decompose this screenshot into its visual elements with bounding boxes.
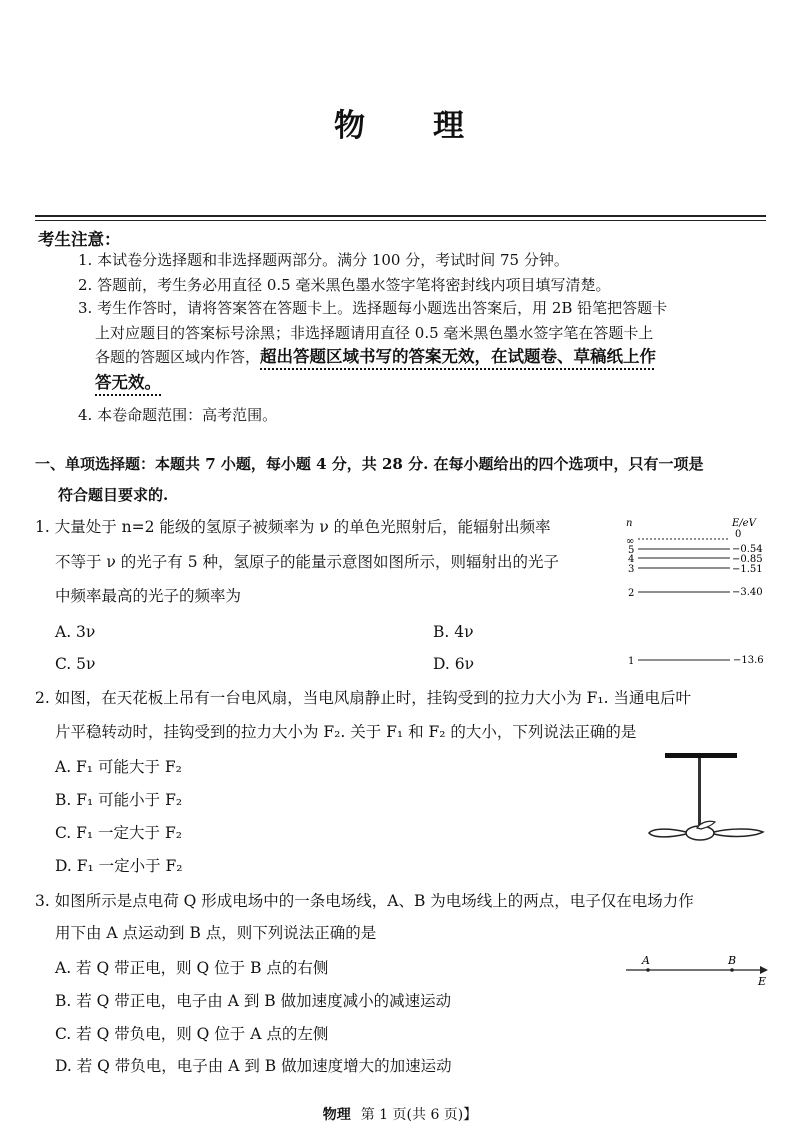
axis-n-label: n — [626, 518, 633, 529]
point-a-label: A — [642, 954, 650, 967]
level-n: 1 — [628, 656, 635, 667]
footer-page: 第 1 页(共 6 页)】 — [360, 1107, 478, 1123]
q2-option-b: B. F₁ 可能小于 F₂ — [55, 791, 183, 809]
q1-stem-line-3: 中频率最高的光子的频率为 — [55, 587, 242, 605]
level-1 — [628, 655, 764, 667]
q1-option-c: C. 5ν — [55, 655, 96, 673]
page-footer — [0, 1104, 800, 1124]
level-e: −0.54 — [732, 544, 763, 555]
footer-subject: 物理 — [322, 1107, 351, 1123]
level-e: −0.85 — [732, 554, 763, 565]
point-a — [646, 968, 650, 972]
level-inf — [626, 529, 741, 547]
q3-stem-line-1: 3. 如图所示是点电荷 Q 形成电场中的一条电场线，A、B 为电场线上的两点，电子仅在电场力作 — [35, 892, 694, 910]
q1-option-a: A. 3ν — [55, 623, 96, 641]
q1-option-b: B. 4ν — [433, 623, 474, 641]
notice-item-3: 3. 考生作答时，请将答案答在答题卡上。选择题每小题选出答案后，用 2B 铅笔把答题卡 — [78, 299, 668, 317]
point-b — [730, 968, 734, 972]
level-n: 3 — [628, 564, 635, 575]
level-e: −1.51 — [732, 564, 763, 575]
q2-option-a: A. F₁ 可能大于 F₂ — [55, 758, 182, 776]
notice-heading: 考生注意： — [38, 230, 121, 249]
point-b-label: B — [728, 954, 737, 967]
notice-emphasis-2: 答无效。 — [95, 373, 161, 392]
notice-emphasis-2-line — [95, 373, 161, 393]
q3-option-c: C. 若 Q 带负电，则 Q 位于 A 点的左侧 — [55, 1025, 329, 1043]
divider-thick — [35, 215, 766, 217]
divider-thin — [35, 220, 766, 221]
q2-option-d: D. F₁ 一定小于 F₂ — [55, 857, 183, 875]
section-1-heading-cont: 符合题目要求的. — [58, 486, 169, 504]
level-e: −3.40 — [732, 587, 763, 598]
q3-stem-line-2: 用下由 A 点运动到 B 点，则下列说法正确的是 — [55, 924, 377, 942]
notice-item-4: 4. 本卷命题范围：高考范围。 — [78, 406, 278, 424]
level-3 — [628, 564, 763, 575]
section-1-heading: 一、单项选择题：本题共 7 小题，每小题 4 分，共 28 分. 在每小题给出的四个选项中，只有一项是 — [35, 455, 704, 473]
level-n: 2 — [628, 588, 635, 599]
level-n: 5 — [628, 545, 635, 556]
notice-item-3-cont-2 — [95, 347, 656, 367]
ceiling-fan-figure — [645, 748, 770, 848]
electric-field-line-figure — [620, 950, 770, 992]
ceiling-plate — [665, 753, 737, 758]
q1-stem-line-1: 1. 大量处于 n=2 能级的氢原子被频率为 ν 的单色光照射后，能辐射出频率 — [35, 518, 551, 536]
q2-option-c: C. F₁ 一定大于 F₂ — [55, 824, 182, 842]
energy-level-diagram — [620, 515, 770, 675]
level-2 — [628, 587, 763, 599]
level-n: 4 — [628, 554, 635, 565]
q3-option-b: B. 若 Q 带正电，电子由 A 到 B 做加速度减小的减速运动 — [55, 992, 452, 1010]
q3-option-a: A. 若 Q 带正电，则 Q 位于 B 点的右侧 — [55, 959, 329, 977]
level-n: ∞ — [626, 536, 635, 547]
q3-option-d: D. 若 Q 带负电，电子由 A 到 B 做加速度增大的加速运动 — [55, 1057, 452, 1075]
notice-item-1: 1. 本试卷分选择题和非选择题两部分。满分 100 分，考试时间 75 分钟。 — [78, 251, 569, 269]
axis-e-label: E/eV — [732, 518, 756, 529]
field-arrow-icon — [760, 966, 768, 974]
level-e: −13.6 — [733, 655, 764, 666]
q2-stem-line-1: 2. 如图，在天花板上吊有一台电风扇，当电风扇静止时，挂钩受到的拉力大小为 F₁. 当通电后叶 — [35, 689, 691, 707]
level-e: 0 — [735, 529, 742, 540]
page-title: 物 理 — [334, 108, 466, 144]
q1-option-d: D. 6ν — [433, 655, 475, 673]
q1-stem-line-2: 不等于 ν 的光子有 5 种，氢原子的能量示意图如图所示，则辐射出的光子 — [55, 553, 559, 571]
notice-item-3-cont-1: 上对应题目的答案标号涂黑；非选择题请用直径 0.5 毫米黑色墨水签字笔在答题卡上 — [95, 324, 654, 342]
notice-emphasis-1: 超出答题区域书写的答案无效，在试题卷、草稿纸上作 — [260, 347, 657, 366]
field-label: E — [758, 975, 767, 988]
fan-blade-right — [714, 829, 763, 836]
notice-item-2: 2. 答题前，考生务必用直径 0.5 毫米黑色墨水签字笔将密封线内项目填写清楚。 — [78, 276, 611, 294]
q2-stem-line-2: 片平稳转动时，挂钩受到的拉力大小为 F₂. 关于 F₁ 和 F₂ 的大小，下列说法正确的是 — [55, 723, 637, 741]
fan-rod — [698, 758, 701, 825]
fan-blade-left — [649, 829, 686, 837]
notice-item-3-cont-2-text: 各题的答题区域内作答， — [95, 348, 261, 366]
